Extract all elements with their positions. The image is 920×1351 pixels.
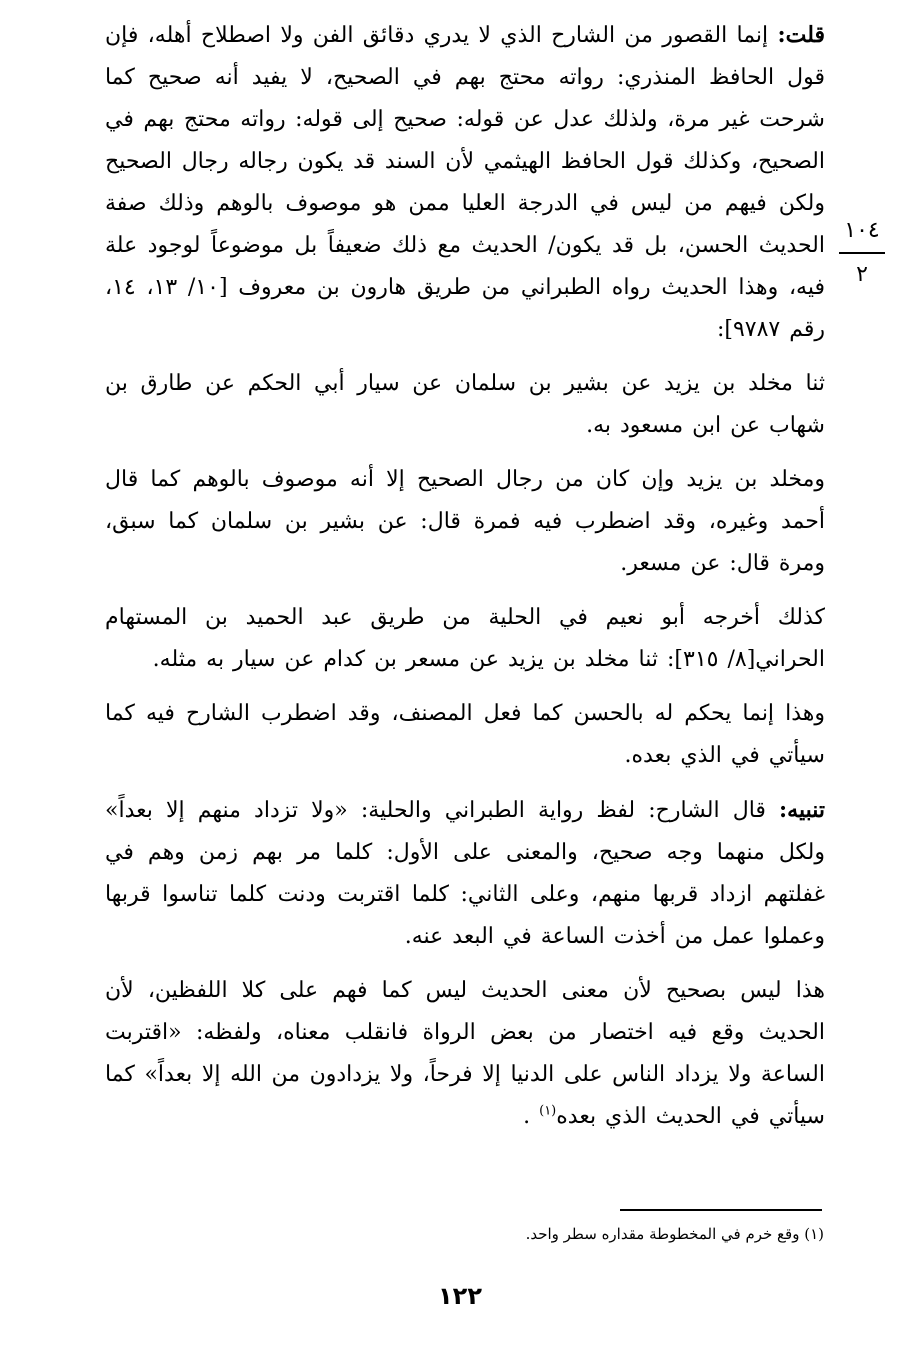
- margin-reference-bottom: ٢: [856, 262, 868, 287]
- paragraph-5: [105, 693, 825, 777]
- paragraph-text: ثنا مخلد بن يزيد عن بشير بن سلمان عن سيار أبي الحكم عن طارق بن شهاب عن ابن مسعود به.: [105, 371, 825, 438]
- paragraph-text: قال الشارح: لفظ رواية الطبراني والحلية: «ولا تزداد منهم إلا بعداً» ولكل منهما وجه صحيح، والمعنى على الأول: كلما مر بهم زمن وهم في غفلتهم ازداد قربها منهم، وعلى الثاني: كلما اقتربت ودنت كلما تناسوا قربها وعملوا عمل من أخذت الساعة في البعد عنه.: [105, 798, 825, 949]
- page-number: ١٢٢: [438, 1282, 482, 1310]
- paragraph-text: كذلك أخرجه أبو نعيم في الحلية من طريق عبد الحميد بن المستهام الحراني[٨/ ٣١٥]: ثنا مخلد بن يزيد عن مسعر بن كدام عن سيار به مثله.: [105, 605, 825, 672]
- main-text: [105, 14, 825, 1150]
- paragraph-7: [105, 970, 825, 1138]
- margin-reference-divider: [839, 252, 885, 254]
- margin-page-reference: [832, 218, 892, 288]
- footnote-separator: [620, 1209, 822, 1211]
- paragraph-lead: قلت:: [777, 22, 825, 48]
- paragraph-text: إنما القصور من الشارح الذي لا يدري دقائق الفن ولا اصطلاح أهله، فإن قول الحافظ المنذري: رواته محتج بهم في الصحيح، لا يفيد أنه صحيح كما شرحت غير مرة، ولذلك عدل عن قوله: صحيح إلى قوله: رواته محتج بهم في الصحيح، وكذلك قول الحافظ الهيثمي لأن السند قد يكون رجاله رجال الصحيح ولكن فيهم من ليس في الدرجة العليا ممن هو موصوف بالوهم وذلك صفة الحديث الحسن، بل قد يكون/ الحديث مع ذلك ضعيفاً بل موضوعاً لوجود علة فيه، وهذا الحديث رواه الطبراني من طريق هارون بن معروف [١٠/ ١٣، ١٤، رقم ٩٧٨٧]:: [105, 23, 825, 342]
- footnote-marker: (١): [539, 1103, 557, 1119]
- paragraph-tail: .: [523, 1104, 540, 1129]
- footnote: (١) وقع خرم في المخطوطة مقداره سطر واحد.: [525, 1225, 824, 1243]
- paragraph-1: [105, 14, 825, 351]
- paragraph-lead: تنبيه:: [779, 797, 825, 823]
- paragraph-text: وهذا إنما يحكم له بالحسن كما فعل المصنف، وقد اضطرب الشارح فيه كما سيأتي في الذي بعده.: [105, 701, 825, 768]
- paragraph-4: [105, 597, 825, 681]
- paragraph-6: [105, 789, 825, 958]
- paragraph-3: [105, 459, 825, 585]
- paragraph-2: [105, 363, 825, 447]
- paragraph-text: هذا ليس بصحيح لأن معنى الحديث ليس كما فهم على كلا اللفظين، لأن الحديث وقع فيه اختصار من بعض الرواة فانقلب معناه، ولفظه: «اقتربت الساعة ولا يزداد الناس على الدنيا إلا فرحاً، ولا يزدادون من الله إلا بعداً» كما سيأتي في الحديث الذي بعده: [105, 978, 825, 1129]
- paragraph-text: ومخلد بن يزيد وإن كان من رجال الصحيح إلا أنه موصوف بالوهم كما قال أحمد وغيره، وقد اضطرب فيه فمرة قال: عن بشير بن سلمان كما سبق، ومرة قال: عن مسعر.: [105, 467, 825, 576]
- margin-reference-top: ١٠٤: [844, 218, 880, 243]
